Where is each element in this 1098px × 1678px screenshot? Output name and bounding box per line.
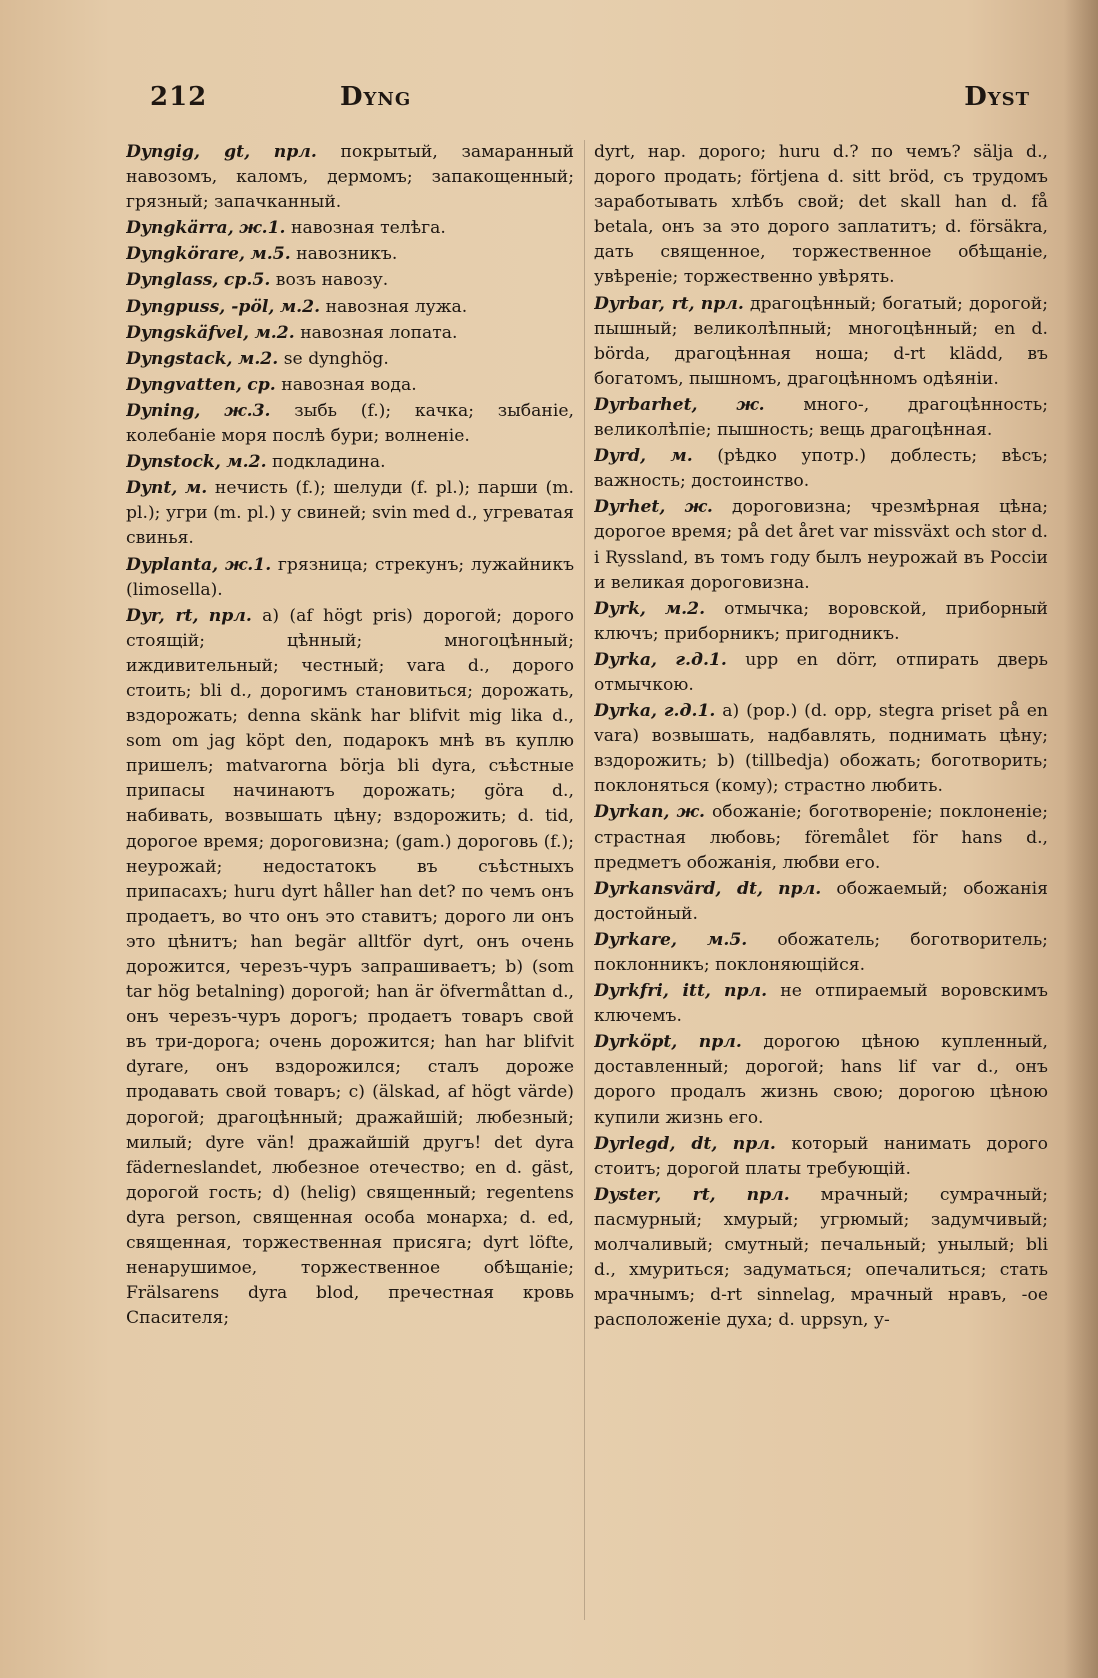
entry-headword: Dyrköpt, (594, 1032, 678, 1053)
entry-definition: много-, драгоцѣнность; великолѣпіе; пышность; вещь драгоцѣнная. (594, 394, 1048, 441)
dictionary-entry (126, 347, 574, 372)
entry-headword: Dyngig, gt, (126, 142, 251, 162)
dictionary-entry (594, 699, 1048, 799)
dictionary-entry (594, 495, 1048, 595)
entry-grammar: прл. (778, 878, 822, 899)
left-running-head: Dyng (340, 82, 412, 112)
entry-grammar: г.д.1. (663, 701, 716, 722)
entry-headword: Dyplanta, (126, 554, 219, 575)
entry-definition: мрачный; сумрачный; пасмурный; хмурый; угрюмый; задумчивый; молчаливый; смутный; печальный; унылый; bli d., хмуриться; задуматься; опечалиться; стать мрачнымъ; d-rt sinnelag, мрачный нравъ, -ое расположеніе духа; d. uppsyn, у- (594, 1184, 1048, 1331)
entry-grammar: ср. (247, 374, 276, 395)
left-column (126, 140, 574, 1655)
entry-grammar: прл. (208, 605, 252, 626)
entry-headword: Dyrd, (594, 446, 646, 467)
dictionary-entry (126, 140, 574, 215)
entry-grammar: м. (184, 478, 208, 499)
entry-headword: Dyngpuss, -pöl, (126, 296, 275, 317)
dictionary-entry (594, 928, 1048, 978)
right-column (594, 140, 1048, 1655)
dictionary-entry (126, 242, 574, 267)
dictionary-entry (126, 553, 574, 603)
column-divider (584, 140, 585, 1620)
entry-headword: Dyning, (126, 400, 201, 421)
dictionary-entry (126, 373, 574, 398)
dictionary-entry (126, 321, 574, 346)
entry-grammar: ж.3. (224, 400, 271, 421)
dictionary-entry (126, 216, 574, 241)
entry-grammar: м.5. (707, 929, 748, 950)
entry-definition: dyrt, нар. дорого; huru d.? по чемъ? sälja d., дорого продать; förtjena d. sitt bröd, съ трудомъ заработывать хлѣбъ свой; det skall han d. få betala, онъ за это дорого заплатитъ; d. försäkra, дать священное, торжественное обѣщаніе, увѣреніе; торжественно увѣрять. (594, 142, 1048, 288)
entry-grammar: прл. (746, 1184, 790, 1205)
dictionary-entry (126, 450, 574, 475)
entry-headword: Dyrk, (594, 598, 646, 619)
entry-headword: Dyngkärra, (126, 218, 234, 239)
dictionary-entry (594, 1132, 1048, 1182)
entry-grammar: м. (670, 446, 693, 467)
entry-definition: зыбь (f.); качка; зыбаніе, колебаніе моря послѣ бури; волненіе. (126, 400, 574, 447)
entry-grammar: м.5. (250, 244, 291, 265)
entry-headword: Dynstock, (126, 452, 221, 473)
entry-definition: драгоцѣнный; богатый; дорогой; пышный; великолѣпный; многоцѣнный; en d. börda, драгоцѣнная ноша; d-rt klädd, въ богатомъ, пышномъ, драгоцѣнномъ одѣяніи. (594, 293, 1048, 389)
entry-definition: навозная лопата. (300, 322, 458, 343)
entry-grammar: ж. (736, 394, 765, 415)
dictionary-entry (594, 444, 1048, 494)
dictionary-entry (594, 800, 1048, 875)
entry-definition: возъ навозу. (275, 270, 389, 291)
entry-definition: обожаніе; боготвореніе; поклоненіе; страстная любовь; föremålet för hans d., предметъ обожанія, любви его. (594, 802, 1048, 873)
dictionary-entry (126, 399, 574, 449)
entry-headword: Dyrkfri, itt, (594, 981, 711, 1002)
entry-definition: навозникъ. (296, 244, 398, 265)
entry-definition: нечисть (f.); шелуди (f. pl.); парши (m. pl.); угри (m. pl.) у свиней; svin med d., угреватая свинья. (126, 478, 574, 549)
entry-headword: Dyster, rt, (594, 1184, 716, 1205)
entry-grammar: м.2. (237, 348, 279, 369)
entry-definition: грязница; стрекунъ; лужайникъ (limosella). (126, 554, 574, 600)
entry-definition: дорогою цѣною купленный, доставленный; дорогой; hans lif var d., онъ дорого продалъ жизнь свою; дорогою цѣною купили жизнь его. (594, 1032, 1048, 1128)
dictionary-entry (126, 295, 574, 320)
entry-headword: Dyr, rt, (126, 605, 199, 626)
dictionary-entry (594, 1183, 1048, 1334)
entry-grammar: прл. (700, 293, 744, 314)
entry-definition: (рѣдко употр.) доблесть; вѣсъ; важность; достоинство. (594, 446, 1048, 492)
entry-grammar: г.д.1. (675, 649, 727, 670)
entry-grammar: ж. (676, 802, 705, 823)
dictionary-entry (594, 1030, 1048, 1130)
entry-definition: навозная вода. (281, 374, 417, 395)
dictionary-entry (594, 979, 1048, 1029)
entry-headword: Dynt, (126, 478, 178, 499)
entry-grammar: м.2. (254, 322, 295, 343)
entry-grammar: м.2. (664, 598, 706, 619)
entry-grammar: ж.1. (239, 218, 286, 239)
entry-definition: дороговизна; чрезмѣрная цѣна; дорогое время; på det året var missväxt och stor d. i Ryssland, въ томъ году былъ неурожай въ Россіи и великая дороговизна. (594, 497, 1048, 593)
entry-headword: Dynglass, (126, 270, 219, 291)
dictionary-entry (126, 476, 574, 551)
entry-headword: Dyrka, (594, 701, 657, 722)
entry-headword: Dyrkare, (594, 929, 677, 950)
entry-headword: Dyngvatten, (126, 374, 242, 395)
dictionary-entry (126, 268, 574, 293)
entry-headword: Dyrkan, (594, 802, 670, 823)
entry-definition: покрытый, замаранный навозомъ, каломъ, дермомъ; запакощенный; грязный; запачканный. (126, 142, 574, 213)
entry-definition: a) (pop.) (d. opp, stegra priset på en vara) возвышать, надбавлять, поднимать цѣну; вздорожить; b) (tillbedja) обожать; боготворить; поклоняться (кому); страстно любить. (594, 701, 1048, 797)
entry-definition: не отпираемый воровскимъ ключемъ. (594, 981, 1048, 1027)
entry-definition: отмычка; воровской, приборный ключъ; приборникъ; пригодникъ. (594, 598, 1048, 644)
entry-definition: подкладина. (272, 452, 386, 473)
entry-headword: Dyrbarhet, (594, 394, 698, 415)
entry-headword: Dyrbar, rt, (594, 293, 695, 314)
entry-grammar: м.2. (226, 452, 267, 473)
entry-grammar: ср.5. (223, 270, 271, 291)
entry-definition: навозная лужа. (325, 296, 468, 317)
dictionary-entry (594, 648, 1048, 698)
entry-headword: Dyngskäfvel, (126, 322, 249, 343)
entry-grammar: ж.1. (224, 554, 272, 575)
dictionary-entry (594, 292, 1048, 392)
page-edge-shadow (1064, 0, 1098, 1678)
page-header (150, 82, 1030, 122)
entry-definition: upp en dörr, отпирать дверь отмычкою. (594, 649, 1048, 695)
entry-definition: a) (af högt pris) дорогой; дорого стоящій; цѣнный; многоцѣнный; иждивительный; честный; vara d., дорого стоить; bli d., дорогимъ становиться; дорожать, вздорожать; denna skänk har blifvit mig lika d., som om jag köpt den, подарокъ мнѣ въ куплю пришелъ; matvarorna börja bli dyra, съѣстные припасы начинаютъ дорожать; göra d., набивать, возвышать цѣну; вздорожить; d. tid, дорогое время; дороговизна; (gam.) дороговь (f.); неурожай; недостатокъ въ съѣстныхъ припасахъ; huru dyrt håller han det? по чемъ онъ продаетъ, во что онъ это ставитъ; дорого ли онъ это цѣнитъ; han begär alltför dyrt, онъ очень дорожится, черезъ-чуръ запрашиваетъ; b) (som tar hög betalning) дорогой; han är öfvermåttan d., онъ черезъ-чуръ дорогъ; продаетъ товаръ свой въ три-дорога; очень дорожится; han har blifvit dyrare, онъ вздорожился; сталъ дороже продавать свой товаръ; c) (älskad, af högt värde) дорогой; драгоцѣнный; дражайшій; любезный; милый; dyre vän! дражайшій другъ! det dyra fäderneslandet, любезное отечество; en d. gäst, дорогой гость; d) (helig) священный; regentens dyra person, священная особа монарха; d. ed, священная, торжественная присяга; dyrt löfte, ненарушимое, торжественное обѣщаніе; Frälsarens dyra blod, пречестная кровь Спасителя; (126, 605, 574, 1329)
page-number: 212 (150, 82, 208, 112)
entry-grammar: м.2. (279, 296, 321, 317)
dictionary-entry (126, 604, 574, 1332)
dictionary-entry (594, 140, 1048, 291)
entry-definition: который нанимать дорого стоитъ; дорогой платы требующій. (594, 1133, 1048, 1179)
entry-grammar: прл. (273, 142, 317, 162)
dictionary-entry (594, 597, 1048, 647)
dictionary-entry (594, 877, 1048, 927)
entry-grammar: ж. (684, 497, 713, 518)
entry-headword: Dyrlegd, dt, (594, 1133, 718, 1154)
entry-grammar: прл. (724, 981, 768, 1002)
entry-definition: обожатель; боготворитель; поклонникъ; поклоняющійся. (594, 929, 1048, 975)
entry-definition: навозная телѣга. (291, 218, 446, 239)
entry-grammar: прл. (732, 1133, 776, 1154)
right-running-head: Dyst (964, 82, 1030, 112)
entry-headword: Dyrhet, (594, 497, 666, 518)
entry-headword: Dyngstack, (126, 348, 233, 369)
entry-definition: обожаемый; обожанія достойный. (594, 878, 1048, 924)
entry-definition: se dynghög. (283, 348, 389, 369)
entry-headword: Dyngkörare, (126, 244, 245, 265)
entry-headword: Dyrkansvärd, dt, (594, 878, 763, 899)
entry-headword: Dyrka, (594, 649, 657, 670)
dictionary-entry (594, 393, 1048, 443)
entry-grammar: прл. (698, 1032, 742, 1053)
